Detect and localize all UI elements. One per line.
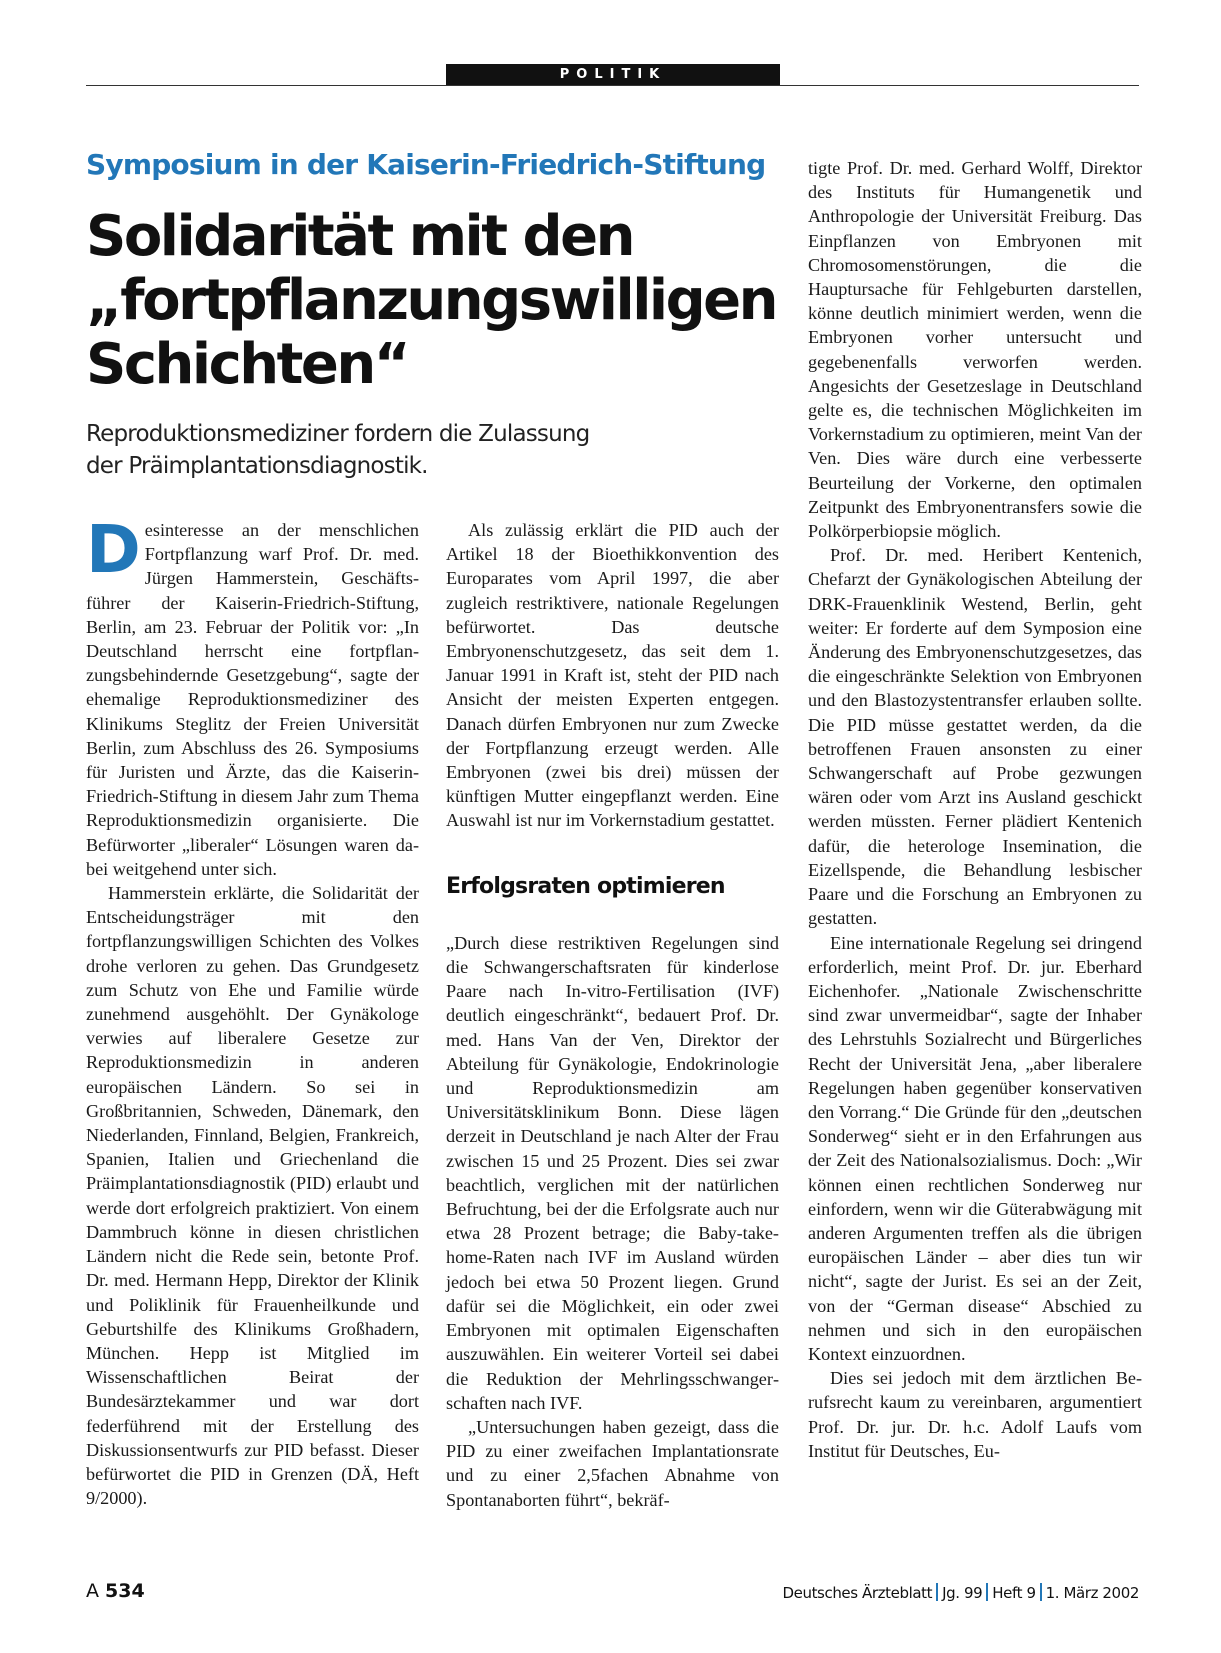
- separator: [1040, 1583, 1042, 1601]
- paragraph: [86, 511, 419, 881]
- deck: [86, 418, 786, 482]
- paragraph: Prof. Dr. med. Heribert Kentenich, Chefarzt der Gynäkologischen Abteilung der DRK-Frauenklinik Westend, Berlin, geht weiter: Er forderte auf dem Symposion eine Änderung des Embryonenschutzgesetzes, das die eingeschränkte Selektion von Embryonen und den Blastozystentransfer erlauben sollte. Die PID müsse gestattet werden, da die betroffenen Frauen ansonsten zu einer Schwangerschaft auf Probe gezwungen wären oder vom Arzt ins Ausland geschickt werden müssten. Ferner plädiert Kentenich dafür, die heterologe Insemination, die Eizellspende, die Behandlung lesbischer Paare und die Forschung an Embryonen zu gestatten.: [808, 545, 1142, 929]
- drop-cap: D: [86, 511, 141, 588]
- paragraph-text: esinteresse an der menschlichen Fortpflanzung warf Prof. Dr. med. Jürgen Hammerstein, Geschäftsführer der Kaiserin-Friedrich-Stiftung, Berlin, am 23. Februar der Politik vor: „In Deutschland herrscht eine fortpflanzungsbehindernde Gesetzgebung“, sagte der ehemalige Reproduktionsmediziner des Klinikums Steglitz der Freien Universität Berlin, zum Abschluss des 26. Symposiums für Juristen und Ärzte, das die Kaiserin-Friedrich-Stiftung in diesem Jahr zum Thema Reproduktionsmedizin organisierte. Die Befürworter „liberaler“ Lösungen waren dabei weitgehend unter sich.: [86, 520, 419, 879]
- header-rule: [86, 85, 1139, 86]
- separator: [986, 1583, 988, 1601]
- headline-line: „fortpflanzungswilligen: [86, 268, 777, 333]
- journal-info: [782, 1583, 1139, 1602]
- headline-line: Solidarität mit den: [86, 204, 633, 269]
- paragraph: „Durch diese restriktiven Regelungen sind die Schwangerschaftsraten für kinderlose Paare nach In-vitro-Fertilisation (IVF) deutlich eingeschränkt“, bedauert Prof. Dr. med. Hans Van der Ven, Direktor der Abteilung für Gynäkologie, Endokrinologie und Reproduktionsmedizin am Universitätsklinikum Bonn. Diese lägen derzeit in Deutschland je nach Alter der Frau zwischen 15 und 25 Prozent. Dies sei zwar beachtlich, verglichen mit der natürlichen Befruchtung, bei der die Erfolgsrate auch nur etwa 28 Prozent betrage; die Baby-take-home-Raten nach IVF im Ausland würden jedoch bei etwa 50 Prozent liegen. Grund dafür sei die Möglichkeit, ein oder zwei Embryonen mit optimalen Eigenschaften auszuwählen. Ein weiterer Vorteil sei dabei die Reduktion der Mehrlingsschwangerschaften nach IVF.: [446, 932, 779, 1413]
- section-label: POLITIK: [446, 64, 780, 85]
- issue: Heft 9: [992, 1584, 1036, 1602]
- page-prefix: A: [86, 1580, 99, 1602]
- paragraph: Eine internationale Regelung sei dringend erforderlich, meint Prof. Dr. jur. Eberhard Eichenhofer. „Nationale Zwischenschritte sind zwar unvermeidbar“, sagte der Inhaber des Lehrstuhls Sozialrecht und Bürgerliches Recht der Universität Jena, „aber liberalere Regelungen haben gegenüber konservativen den Vorrang.“ Die Gründe für den „deutschen Sonderweg“ sieht er in den Erfahrungen aus der Zeit des Nationalsozialismus. Doch: „Wir können einen rechtlichen Sonderweg nur einfordern, wenn wir die Güterabwägung mit anderen Argumenten treffen als die übrigen europäischen Länder – aber dies tun wir nicht“, sagte der Jurist. Es sei an der Zeit, von der “German disease“ Abschied zu nehmen und sich in den europäischen Kontext einzuordnen.: [808, 932, 1142, 1364]
- paragraph: „Untersuchungen haben gezeigt, dass die PID zu einer zweifachen Implantationsrate und zu einer 2,5fachen Abnahme von Spontanaborten führt“, bekräf-: [446, 1416, 779, 1510]
- subheading: Erfolgsraten optimieren: [446, 873, 725, 899]
- page-number: [86, 1580, 145, 1602]
- separator: [936, 1583, 938, 1601]
- page-number-value: 534: [105, 1580, 145, 1602]
- deck-line: Reproduktionsmediziner fordern die Zulassung: [86, 421, 590, 447]
- paragraph: tigte Prof. Dr. med. Gerhard Wolff, Direktor des Instituts für Humangenetik und Anthropologie der Universität Freiburg. Das Einpflanzen von Embryonen mit Chromosomenstörungen, die die Hauptursache für Fehlgeburten darstellen, könne deutlich minimiert werden, wenn die Embryonen vorher untersucht und gegebenenfalls verworfen werden. Angesichts der Gesetzeslage in Deutschland gelte es, die technischen Möglichkeiten im Vorkernstadium zu optimieren, meint Van der Ven. Dies wäre durch eine verbesserte Beurteilung der Vorkerne, den optimalen Zeitpunkt des Embryonentransfers sowie die Polkörperbiopsie möglich.: [808, 158, 1142, 542]
- volume: Jg. 99: [942, 1584, 983, 1602]
- column-3: [808, 156, 1142, 1463]
- paragraph: Hammerstein erklärte, die Solidarität der Entscheidungsträger mit den fortpflanzungswilligen Schichten des Volkes drohe verloren zu gehen. Das Grundgesetz zum Schutz von Ehe und Familie würde zunehmend ausgehöhlt. Der Gynäkologe verwies auf liberalere Gesetze zur Reproduktionsmedizin in anderen europäischen Ländern. So sei in Großbritannien, Schweden, Dänemark, den Niederlanden, Finnland, Belgien, Frankreich, Spanien, Italien und Griechenland die Präimplantationsdiagnostik (PID) erlaubt und werde dort erfolgreich praktiziert. Von einem Dammbruch könne in diesen christlichen Ländern nicht die Rede sein, betonte Prof. Dr. med. Hermann Hepp, Direktor der Klinik und Poliklinik für Frauenheilkunde und Geburtshilfe des Klinikums Großhadern, München. Hepp ist Mitglied im Wissenschaftlichen Beirat der Bundesärztekammer und war dort federführend mit der Erstellung des Diskussionsentwurfs zur PID befasst. Dieser befürwortet die PID in Grenzen (DÄ, Heft 9/2000).: [86, 883, 419, 1509]
- column-1: [86, 511, 419, 1510]
- kicker: Symposium in der Kaiserin-Friedrich-Stiftung: [86, 148, 766, 181]
- headline-line: Schichten“: [86, 332, 409, 397]
- date: 1. März 2002: [1045, 1584, 1139, 1602]
- headline: [86, 205, 786, 397]
- journal-name: Deutsches Ärzteblatt: [782, 1584, 933, 1602]
- paragraph: Als zulässig erklärt die PID auch der Artikel 18 der Bioethikkonvention des Europarates vom April 1997, die aber zugleich restriktivere, nationale Regelungen befürwortet. Das deutsche Embryonenschutzgesetz, das seit dem 1. Januar 1991 in Kraft ist, steht der PID nach Ansicht der meisten Experten entgegen. Danach dürfen Embryonen nur zum Zwecke der Fortpflanzung erzeugt werden. Alle Embryonen (zwei bis drei) müssen der künftigen Mutter eingepflanzt werden. Eine Auswahl ist nur im Vorkernstadium gestattet.: [446, 520, 779, 831]
- deck-line: der Präimplantationsdiagnostik.: [86, 453, 428, 479]
- paragraph: Dies sei jedoch mit dem ärztlichen Berufsrecht kaum zu vereinbaren, argumentiert Prof. Dr. jur. Dr. h.c. Adolf Laufs vom Institut für Deutsches, Eu-: [808, 1368, 1142, 1461]
- column-2: [446, 518, 779, 1512]
